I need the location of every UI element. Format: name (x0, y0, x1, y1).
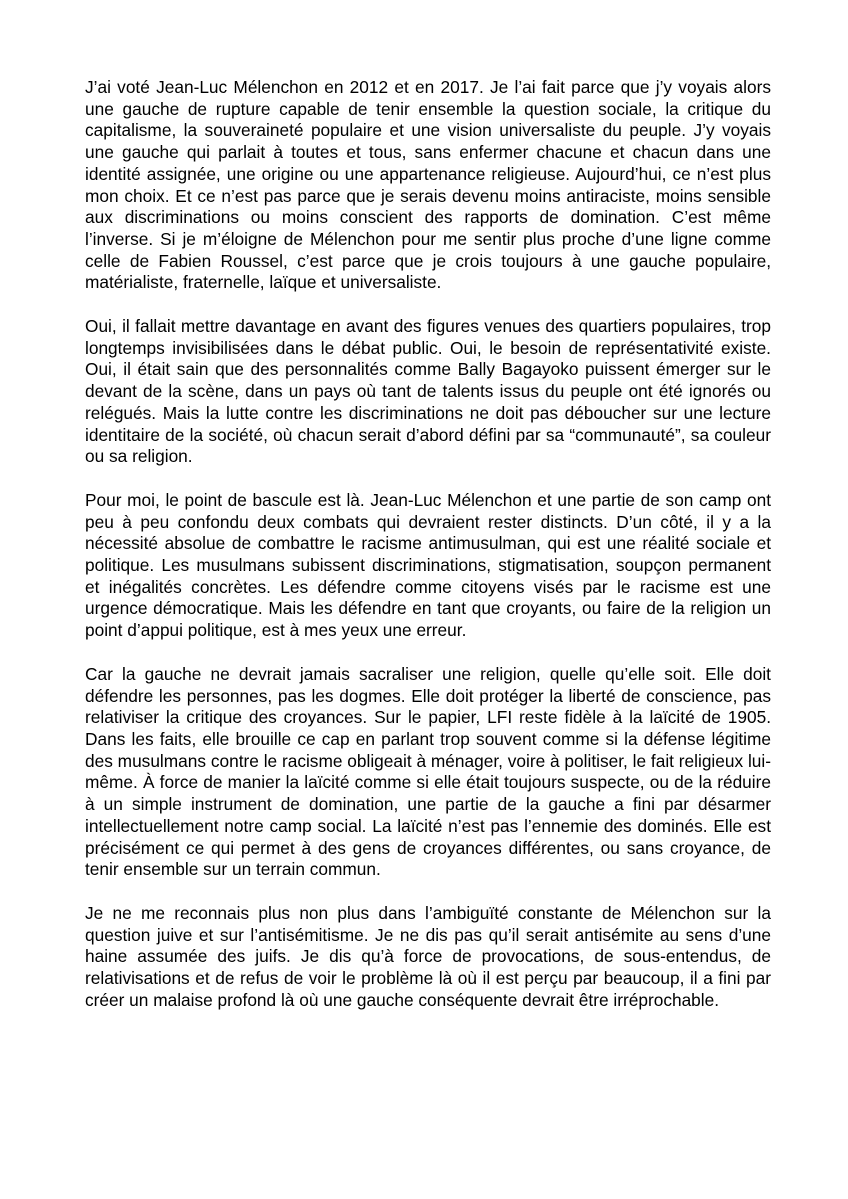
document-body (85, 77, 771, 1033)
paragraph-5: Je ne me reconnais plus non plus dans l’ambiguïté constante de Mélenchon sur la question juive et sur l’antisémitisme. Je ne dis pas qu’il serait antisémite au sens d’une haine assumée des juifs. Je dis qu’à force de provocations, de sous-entendus, de relativisations et de refus de voir le problème là où il est perçu par beaucoup, il a fini par créer un malaise profond là où une gauche conséquente devrait être irréprochable. (85, 902, 771, 1010)
paragraph-2: Oui, il fallait mettre davantage en avant des figures venues des quartiers populaires, trop longtemps invisibilisées dans le débat public. Oui, le besoin de représentativité existe. Oui, il était sain que des personnalités comme Bally Bagayoko puissent émerger sur le devant de la scène, dans un pays où tant de talents issus du peuple ont été ignorés ou relégués. Mais la lutte contre les discriminations ne doit pas déboucher sur une lecture identitaire de la société, où chacun serait d’abord défini par sa “communauté”, sa couleur ou sa religion. (85, 316, 771, 467)
paragraph-1: J’ai voté Jean-Luc Mélenchon en 2012 et en 2017. Je l’ai fait parce que j’y voyais alors une gauche de rupture capable de tenir ensemble la question sociale, la critique du capitalisme, la souveraineté populaire et une vision universaliste du peuple. J’y voyais une gauche qui parlait à toutes et tous, sans enfermer chacune et chacun dans une identité assignée, une origine ou une appartenance religieuse. Aujourd’hui, ce n’est plus mon choix. Et ce n’est pas parce que je serais devenu moins antiraciste, moins sensible aux discriminations ou moins conscient des rapports de domination. C’est même l’inverse. Si je m’éloigne de Mélenchon pour me sentir plus proche d’une ligne comme celle de Fabien Roussel, c’est parce que je crois toujours à une gauche populaire, matérialiste, fraternelle, laïque et universaliste. (85, 77, 771, 293)
paragraph-3: Pour moi, le point de bascule est là. Jean-Luc Mélenchon et une partie de son camp ont peu à peu confondu deux combats qui devraient rester distincts. D’un côté, il y a la nécessité absolue de combattre le racisme antimusulman, qui est une réalité sociale et politique. Les musulmans subissent discriminations, stigmatisation, soupçon permanent et inégalités concrètes. Les défendre comme citoyens visés par le racisme est une urgence démocratique. Mais les défendre en tant que croyants, ou faire de la religion un point d’appui politique, est à mes yeux une erreur. (85, 489, 771, 641)
paragraph-4: Car la gauche ne devrait jamais sacraliser une religion, quelle qu’elle soit. Elle doit défendre les personnes, pas les dogmes. Elle doit protéger la liberté de conscience, pas relativiser la critique des croyances. Sur le papier, LFI reste fidèle à la laïcité de 1905. Dans les faits, elle brouille ce cap en parlant trop souvent comme si la défense légitime des musulmans contre le racisme obligeait à ménager, voire à politiser, le fait religieux lui-même. À force de manier la laïcité comme si elle était toujours suspecte, ou de la réduire à un simple instrument de domination, une partie de la gauche a fini par désarmer intellectuellement notre camp social. La laïcité n’est pas l’ennemie des dominés. Elle est précisément ce qui permet à des gens de croyances différentes, ou sans croyance, de tenir ensemble sur un terrain commun. (85, 663, 771, 880)
